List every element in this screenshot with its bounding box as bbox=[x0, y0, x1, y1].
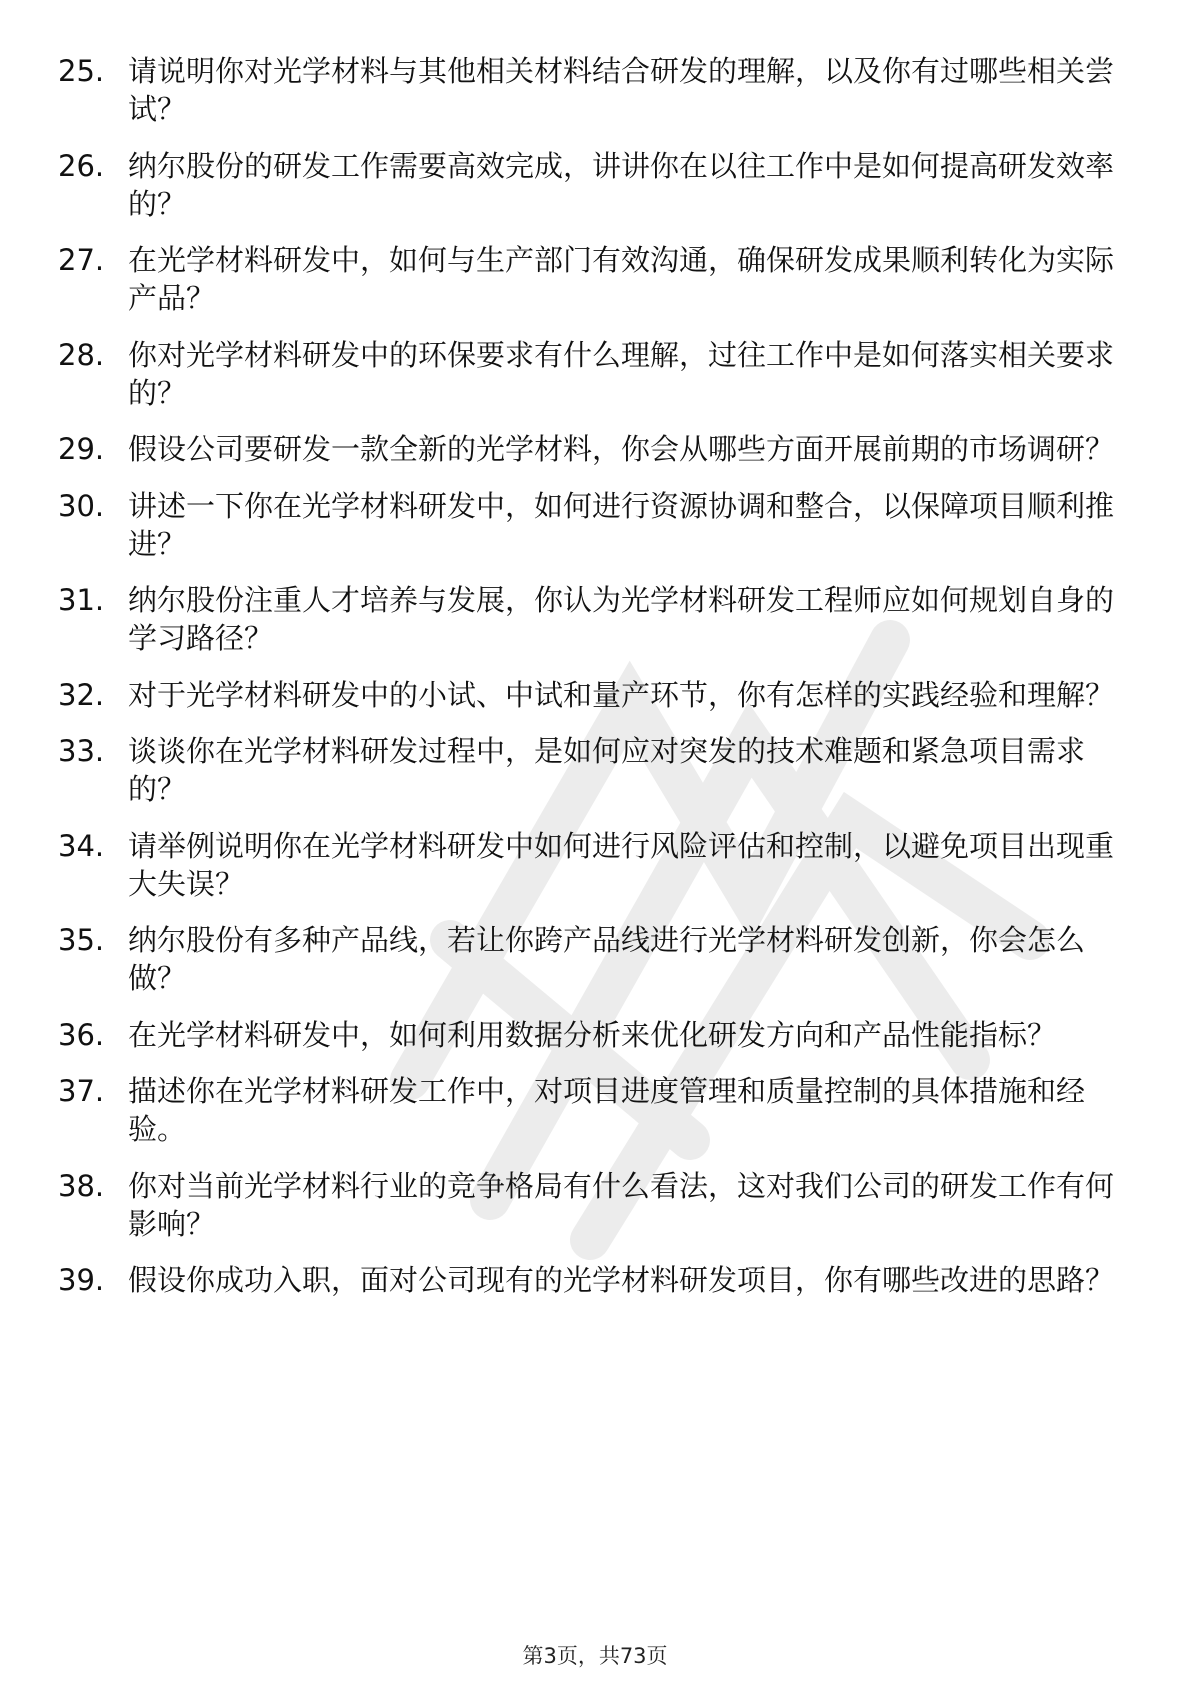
question-item bbox=[58, 430, 1118, 468]
question-number: 33. bbox=[58, 734, 105, 768]
question-item bbox=[58, 52, 1118, 128]
question-item bbox=[58, 1261, 1118, 1299]
question-text: 纳尔股份的研发工作需要高效完成，讲讲你在以往工作中是如何提高研发效率的？ bbox=[128, 148, 1115, 221]
question-number: 37. bbox=[58, 1074, 105, 1108]
question-item bbox=[58, 732, 1118, 808]
question-item bbox=[58, 676, 1118, 714]
question-text: 讲述一下你在光学材料研发中，如何进行资源协调和整合，以保障项目顺利推进？ bbox=[128, 488, 1115, 561]
question-item bbox=[58, 921, 1118, 997]
question-number: 38. bbox=[58, 1168, 105, 1203]
question-text: 假设你成功入职，面对公司现有的光学材料研发项目，你有哪些改进的思路？ bbox=[128, 1263, 1115, 1297]
question-text: 在光学材料研发中，如何利用数据分析来优化研发方向和产品性能指标？ bbox=[128, 1017, 1057, 1052]
page-footer: 第3页，共73页 bbox=[522, 1644, 668, 1668]
question-number: 27. bbox=[58, 243, 105, 277]
question-text: 假设公司要研发一款全新的光学材料，你会从哪些方面开展前期的市场调研？ bbox=[128, 432, 1115, 466]
question-item bbox=[58, 1016, 1118, 1054]
question-number: 26. bbox=[58, 148, 105, 183]
question-item bbox=[58, 487, 1118, 563]
question-text: 请举例说明你在光学材料研发中如何进行风险评估和控制，以避免项目出现重大失误？ bbox=[128, 828, 1115, 901]
question-list bbox=[58, 52, 1118, 1318]
question-text: 你对光学材料研发中的环保要求有什么理解，过往工作中是如何落实相关要求的？ bbox=[128, 337, 1115, 410]
question-number: 34. bbox=[58, 828, 105, 863]
question-item bbox=[58, 336, 1118, 412]
question-number: 30. bbox=[58, 488, 105, 523]
question-item bbox=[58, 147, 1118, 223]
question-item bbox=[58, 827, 1118, 903]
question-text: 对于光学材料研发中的小试、中试和量产环节，你有怎样的实践经验和理解？ bbox=[128, 677, 1115, 712]
question-number: 31. bbox=[58, 583, 105, 617]
question-text: 谈谈你在光学材料研发过程中，是如何应对突发的技术难题和紧急项目需求的？ bbox=[128, 734, 1086, 806]
question-number: 28. bbox=[58, 337, 105, 372]
question-number: 29. bbox=[58, 432, 105, 466]
question-number: 39. bbox=[58, 1263, 105, 1297]
question-item bbox=[58, 1072, 1118, 1148]
question-number: 35. bbox=[58, 923, 105, 957]
question-text: 在光学材料研发中，如何与生产部门有效沟通，确保研发成果顺利转化为实际产品？ bbox=[128, 243, 1115, 315]
question-item bbox=[58, 1167, 1118, 1243]
question-number: 32. bbox=[58, 677, 105, 712]
question-item bbox=[58, 581, 1118, 657]
question-number: 36. bbox=[58, 1017, 105, 1052]
question-text: 纳尔股份有多种产品线，若让你跨产品线进行光学材料研发创新，你会怎么做？ bbox=[128, 923, 1086, 995]
question-item bbox=[58, 241, 1118, 317]
question-text: 纳尔股份注重人才培养与发展，你认为光学材料研发工程师应如何规划自身的学习路径？ bbox=[128, 583, 1115, 655]
question-text: 你对当前光学材料行业的竞争格局有什么看法，这对我们公司的研发工作有何影响？ bbox=[128, 1168, 1115, 1241]
question-text: 请说明你对光学材料与其他相关材料结合研发的理解，以及你有过哪些相关尝试？ bbox=[128, 54, 1115, 126]
question-number: 25. bbox=[58, 54, 105, 88]
question-text: 描述你在光学材料研发工作中，对项目进度管理和质量控制的具体措施和经验。 bbox=[128, 1074, 1086, 1146]
